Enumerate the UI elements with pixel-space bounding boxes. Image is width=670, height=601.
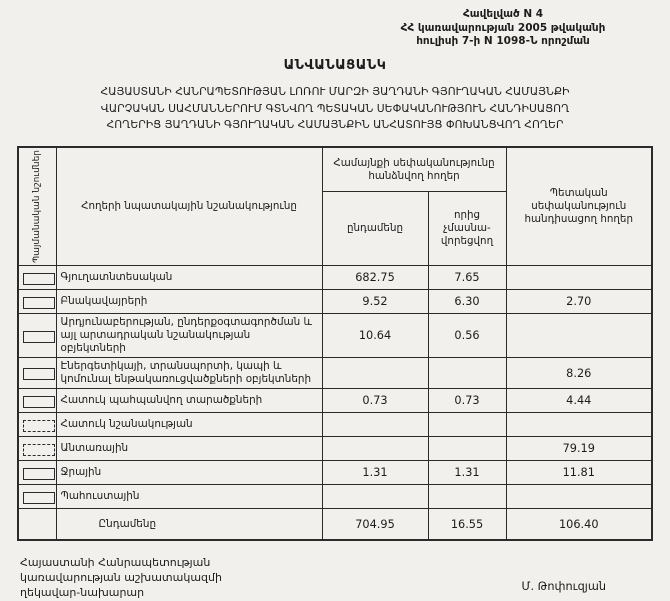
- page-title: ԱՆՎԱՆԱՑԱՆԿ: [283, 57, 387, 73]
- value-total: [322, 358, 428, 389]
- table-row: [18, 314, 652, 358]
- total-value-total: 704.95: [322, 509, 428, 541]
- legend-symbol-cell: [18, 509, 56, 541]
- value-state: 11.81: [506, 461, 652, 485]
- document-heading: [14, 84, 656, 134]
- value-nonprivatized: [428, 437, 506, 461]
- legend-box: [23, 396, 55, 408]
- value-nonprivatized: 7.65: [428, 266, 506, 290]
- table-row: [18, 485, 652, 509]
- value-nonprivatized: 6.30: [428, 290, 506, 314]
- legend-symbol-cell: [18, 389, 56, 413]
- legend-box: [23, 331, 55, 343]
- legend-box: [23, 273, 55, 285]
- legend-symbol-cell: [18, 437, 56, 461]
- land-category-label: Հատուկ նշանակության: [56, 413, 322, 437]
- land-category-label: Արդյունաբերության, ընդերքօգտագործման և այլ արտադրական նշանակության օբյեկտների: [56, 314, 322, 358]
- legend-symbol-cell: [18, 413, 56, 437]
- legend-box: [23, 444, 55, 456]
- column-header-total: ընդամենը: [322, 192, 428, 266]
- signatory-title-line: ղեկավար-նախարար: [20, 585, 145, 599]
- table-row: [18, 413, 652, 437]
- heading-line: ՀԱՅԱՍՏԱՆԻ ՀԱՆՐԱՊԵՏՈՒԹՅԱՆ ԼՈՌՈՒ ՄԱՐԶԻ ՅԱՂԴԱՆԻ ԳՅՈՒՂԱԿԱՆ ՀԱՄԱՅՆՔԻ: [100, 84, 570, 98]
- value-nonprivatized: [428, 413, 506, 437]
- value-state: [506, 266, 652, 290]
- column-header-purpose: Հողերի նպատակային նշանակությունը: [56, 147, 322, 266]
- value-state: 79.19: [506, 437, 652, 461]
- land-category-label: Պահուստային: [56, 485, 322, 509]
- total-value-state: 106.40: [506, 509, 652, 541]
- value-total: 10.64: [322, 314, 428, 358]
- appendix-line: ՀՀ կառավարության 2005 թվականի: [400, 21, 606, 34]
- signatory-title-line: Հայաստանի Հանրապետության: [20, 556, 211, 570]
- column-header-community: Համայնքի սեփականությունը հանձնվող հողեր: [322, 147, 506, 192]
- symbols-vertical-label: Պայմանական նշումներ: [31, 150, 42, 264]
- value-nonprivatized: [428, 485, 506, 509]
- value-total: 0.73: [322, 389, 428, 413]
- land-category-label: Անտառային: [56, 437, 322, 461]
- value-state: [506, 485, 652, 509]
- land-category-label: Էներգետիկայի, տրանսպորտի, կապի և կոմունալ ենթակառուցվածքների օբյեկտների: [56, 358, 322, 389]
- value-state: 2.70: [506, 290, 652, 314]
- table-row: [18, 358, 652, 389]
- heading-line: ՎԱՐՉԱԿԱՆ ՍԱՀՄԱՆՆԵՐՈՒՄ ԳՏՆՎՈՂ ՊԵՏԱԿԱՆ ՍԵՓԱԿԱՆՈՒԹՅՈՒՆ ՀԱՆԴԻՍԱՑՈՂ: [100, 101, 570, 115]
- value-nonprivatized: [428, 358, 506, 389]
- legend-box: [23, 468, 55, 480]
- column-header-symbols: [18, 147, 56, 266]
- legend-symbol-cell: [18, 290, 56, 314]
- legend-box: [23, 297, 55, 309]
- value-nonprivatized: 0.73: [428, 389, 506, 413]
- land-category-label: Բնակավայրերի: [56, 290, 322, 314]
- value-nonprivatized: 1.31: [428, 461, 506, 485]
- land-category-label: Ջրային: [56, 461, 322, 485]
- table-row: [18, 437, 652, 461]
- value-total: 1.31: [322, 461, 428, 485]
- table-row: [18, 461, 652, 485]
- legend-symbol-cell: [18, 461, 56, 485]
- table-row: [18, 290, 652, 314]
- appendix-line: հուլիսի 7-ի N 1098-Ն որոշման: [416, 35, 590, 48]
- legend-box: [23, 420, 55, 432]
- document-footer: [20, 556, 648, 601]
- value-state: [506, 413, 652, 437]
- appendix-line: Հավելված N 4: [462, 8, 544, 20]
- value-total: [322, 437, 428, 461]
- table-row: [18, 266, 652, 290]
- total-row-label: Ընդամենը: [56, 509, 322, 541]
- legend-box: [23, 368, 55, 380]
- legend-symbol-cell: [18, 358, 56, 389]
- value-state: 4.44: [506, 389, 652, 413]
- legend-symbol-cell: [18, 485, 56, 509]
- value-total: [322, 413, 428, 437]
- column-header-state: Պետական սեփականություն հանդիսացող հողեր: [506, 147, 652, 266]
- signatory-title-block: [20, 556, 222, 601]
- value-state: [506, 314, 652, 358]
- legend-box: [23, 492, 55, 504]
- table-total-row: [18, 509, 652, 541]
- table-row: [18, 389, 652, 413]
- land-category-label: Գյուղատնտեսական: [56, 266, 322, 290]
- heading-line: ՀՈՂԵՐԻՑ ՅԱՂԴԱՆԻ ԳՅՈՒՂԱԿԱՆ ՀԱՄԱՅՆՔԻՆ ԱՆՀԱՏՈՒՅՑ ՓՈԽԱՆՑՎՈՂ ՀՈՂԵՐ: [106, 118, 564, 132]
- signatory-title-line: կառավարության աշխատակազմի: [20, 570, 222, 584]
- signatory-name: Մ. Թոփուզյան: [521, 580, 606, 594]
- appendix-block: [368, 8, 638, 49]
- total-value-nonprivatized: 16.55: [428, 509, 506, 541]
- value-total: 9.52: [322, 290, 428, 314]
- value-state: 8.26: [506, 358, 652, 389]
- value-nonprivatized: 0.56: [428, 314, 506, 358]
- column-header-nonprivatized: որից չմասնա-վորեցվող: [428, 192, 506, 266]
- value-total: 682.75: [322, 266, 428, 290]
- land-transfer-table: [17, 146, 653, 541]
- value-total: [322, 485, 428, 509]
- legend-symbol-cell: [18, 266, 56, 290]
- legend-symbol-cell: [18, 314, 56, 358]
- land-category-label: Հատուկ պահպանվող տարածքների: [56, 389, 322, 413]
